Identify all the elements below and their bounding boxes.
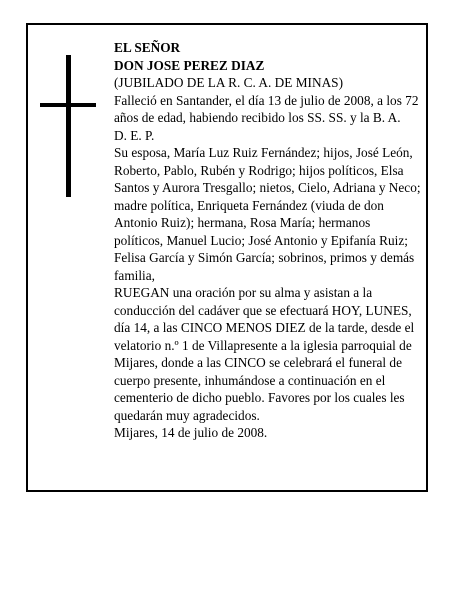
family-list: Su esposa, María Luz Ruiz Fernández; hijos, José León, Roberto, Pablo, Rubén y Rodrigo; hijos políticos, Elsa Santos y Aurora Tresgallo; nietos, Cielo, Adriana y Neco; madre política, Enriqueta Fernández (viuda de don Antonio Ruiz); hermana, Rosa María; hermanos políticos, Manuel Lucio; José Antonio y Epifanía Ruiz; Felisa García y Simón García; sobrinos, primos y demás familia, <box>114 145 421 283</box>
cross-vertical-bar <box>66 55 71 197</box>
obituary-text <box>114 39 422 442</box>
title-line-1: EL SEÑOR <box>114 40 181 55</box>
deceased-name: DON JOSE PEREZ DIAZ <box>114 57 265 73</box>
cross-horizontal-bar <box>40 103 96 107</box>
place-date: Mijares, 14 de julio de 2008. <box>114 425 268 440</box>
funeral-request: RUEGAN una oración por su alma y asistan a la conducción del cadáver que se efectuará HOY, LUNES, día 14, a las CINCO MENOS DIEZ de la tarde, desde el velatorio n.º 1 de Villapresente a la iglesia parroquial de Mijares, donde a las CINCO se celebrará el funeral de cuerpo presente, inhumándose a continuación en el cementerio de dicho pueblo. Favores por los cuales les quedarán muy agradecidos. <box>114 285 415 423</box>
cross-icon <box>40 55 96 197</box>
deceased-subtitle: (JUBILADO DE LA R. C. A. DE MINAS) <box>114 75 344 90</box>
rip-text: D. E. P. <box>114 127 155 143</box>
death-details: Falleció en Santander, el día 13 de julio de 2008, a los 72 años de edad, habiendo recibido los SS. SS. y la B. A. <box>114 92 419 125</box>
obituary-notice <box>26 23 428 492</box>
